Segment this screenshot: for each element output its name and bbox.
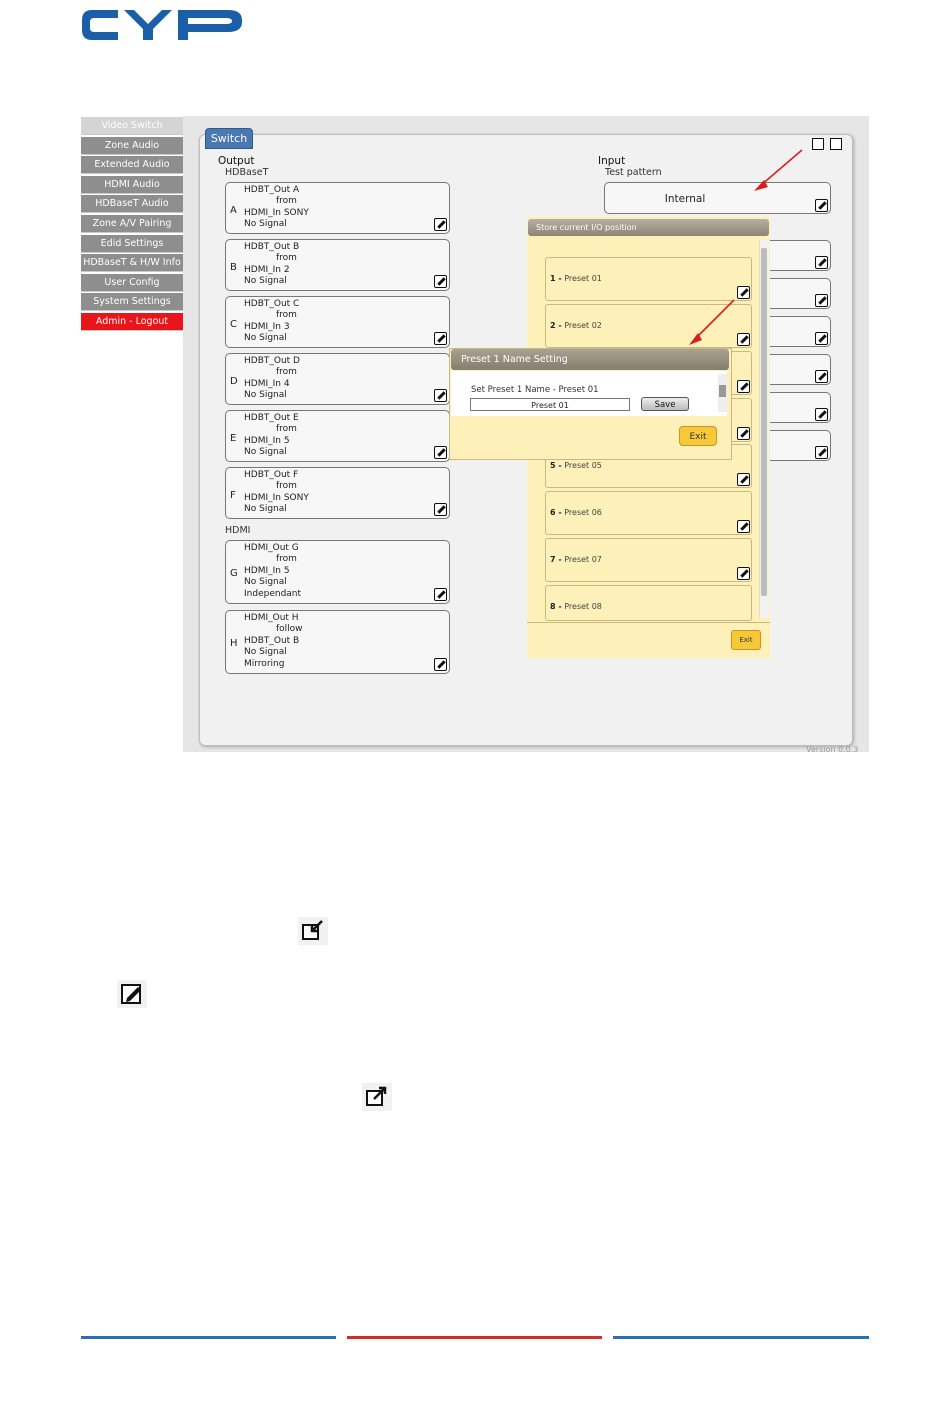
footer-line-left [81, 1336, 336, 1339]
output-letter: D [230, 376, 238, 387]
output-lines: HDBT_Out C from HDMI_In 3 No Signal [244, 299, 300, 344]
output-letter: H [230, 638, 238, 649]
preset-item[interactable]: 7 - Preset 07 [545, 538, 752, 582]
output-letter: C [230, 319, 237, 330]
input-value: Internal [664, 193, 706, 205]
tab-switch[interactable]: Switch [205, 128, 253, 149]
edit-icon[interactable] [434, 446, 447, 459]
edit-icon[interactable] [434, 588, 447, 601]
hdmi-label: HDMI [225, 525, 251, 536]
load-preset-icon [362, 1083, 392, 1111]
output-box-g[interactable] [225, 540, 450, 604]
edit-icon[interactable] [737, 567, 750, 580]
sidebar-item-admin-logout[interactable]: Admin - Logout [81, 313, 183, 331]
hdbaset-label: HDBaseT [225, 167, 269, 178]
edit-icon[interactable] [434, 275, 447, 288]
output-lines: HDBT_Out A from HDMI_In SONY No Signal [244, 185, 309, 230]
output-lines: HDMI_Out G from HDMI_In 5 No Signal Independant [244, 543, 302, 599]
output-header: Output [218, 155, 255, 167]
sidebar-item-hdbaset-hw-info[interactable]: HDBaseT & H/W Info [81, 254, 183, 272]
sidebar-item-zone-av-pairing[interactable]: Zone A/V Pairing [81, 215, 183, 233]
edit-icon[interactable] [434, 658, 447, 671]
edit-icon[interactable] [815, 408, 828, 421]
edit-icon[interactable] [737, 520, 750, 533]
sidebar-item-system-settings[interactable]: System Settings [81, 293, 183, 311]
edit-icon[interactable] [737, 380, 750, 393]
output-box-f[interactable] [225, 467, 450, 519]
sidebar-item-hdmi-audio[interactable]: HDMI Audio [81, 176, 183, 194]
preset-item[interactable]: 6 - Preset 06 [545, 491, 752, 535]
name-dialog-title: Preset 1 Name Setting [451, 349, 729, 370]
input-box[interactable] [760, 430, 831, 461]
output-lines: HDBT_Out D from HDMI_In 4 No Signal [244, 356, 300, 401]
preset-item[interactable]: 1 - Preset 01 [545, 257, 752, 301]
output-letter: E [230, 433, 237, 444]
edit-icon[interactable] [434, 332, 447, 345]
preset-name-label: Set Preset 1 Name - Preset 01 [471, 385, 599, 395]
sidebar-item-zone-audio[interactable]: Zone Audio [81, 137, 183, 155]
edit-icon [117, 980, 147, 1008]
scrollbar-thumb[interactable] [719, 385, 726, 397]
preset-name-input[interactable]: Preset 01 [470, 398, 630, 411]
input-header: Input [598, 155, 626, 167]
output-lines: HDBT_Out E from HDMI_In 5 No Signal [244, 413, 299, 458]
edit-icon[interactable] [737, 473, 750, 486]
output-lines: HDBT_Out F from HDMI_In SONY No Signal [244, 470, 309, 515]
output-lines: HDBT_Out B from HDMI_In 2 No Signal [244, 242, 300, 287]
output-letter: A [230, 205, 237, 216]
footer-line-right [613, 1336, 869, 1339]
edit-icon[interactable] [434, 218, 447, 231]
save-button[interactable]: Save [641, 397, 689, 411]
sidebar-item-user-config[interactable]: User Config [81, 274, 183, 292]
store-exit-button[interactable]: Exit [731, 630, 761, 650]
preset-item[interactable]: 2 - Preset 02 [545, 304, 752, 348]
annotation-arrows [680, 140, 820, 360]
output-box-e[interactable] [225, 410, 450, 462]
output-box-h[interactable] [225, 610, 450, 674]
sidebar-item-video-switch[interactable]: Video Switch [81, 117, 183, 135]
sidebar-item-extended-audio[interactable]: Extended Audio [81, 156, 183, 174]
edit-icon[interactable] [815, 370, 828, 383]
version-label: Version 0.0.3 [806, 745, 859, 754]
output-box-a[interactable] [225, 182, 450, 234]
output-letter: B [230, 262, 237, 273]
input-sub-label: Test pattern [605, 167, 662, 178]
output-box-b[interactable] [225, 239, 450, 291]
output-lines: HDMI_Out H follow HDBT_Out B No Signal Mirroring [244, 613, 303, 669]
preset-item[interactable]: 5 - Preset 05 [545, 444, 752, 488]
footer-line-center [347, 1336, 602, 1339]
output-letter: F [230, 490, 236, 501]
edit-icon[interactable] [434, 503, 447, 516]
edit-icon[interactable] [815, 446, 828, 459]
load-preset-icon[interactable] [830, 138, 842, 150]
sidebar-item-hdbaset-audio[interactable]: HDBaseT Audio [81, 195, 183, 213]
edit-icon[interactable] [737, 427, 750, 440]
exit-button[interactable]: Exit [679, 426, 717, 446]
edit-icon[interactable] [434, 389, 447, 402]
output-box-d[interactable] [225, 353, 450, 405]
divider [527, 622, 770, 623]
store-dialog-title: Store current I/O position [528, 219, 769, 236]
save-preset-icon [298, 917, 328, 945]
sidebar-item-edid-settings[interactable]: Edid Settings [81, 235, 183, 253]
output-box-c[interactable] [225, 296, 450, 348]
preset-item[interactable]: 8 - Preset 08 [545, 585, 752, 621]
cyp-logo [80, 6, 250, 44]
input-box[interactable] [760, 392, 831, 423]
output-letter: G [230, 568, 238, 579]
